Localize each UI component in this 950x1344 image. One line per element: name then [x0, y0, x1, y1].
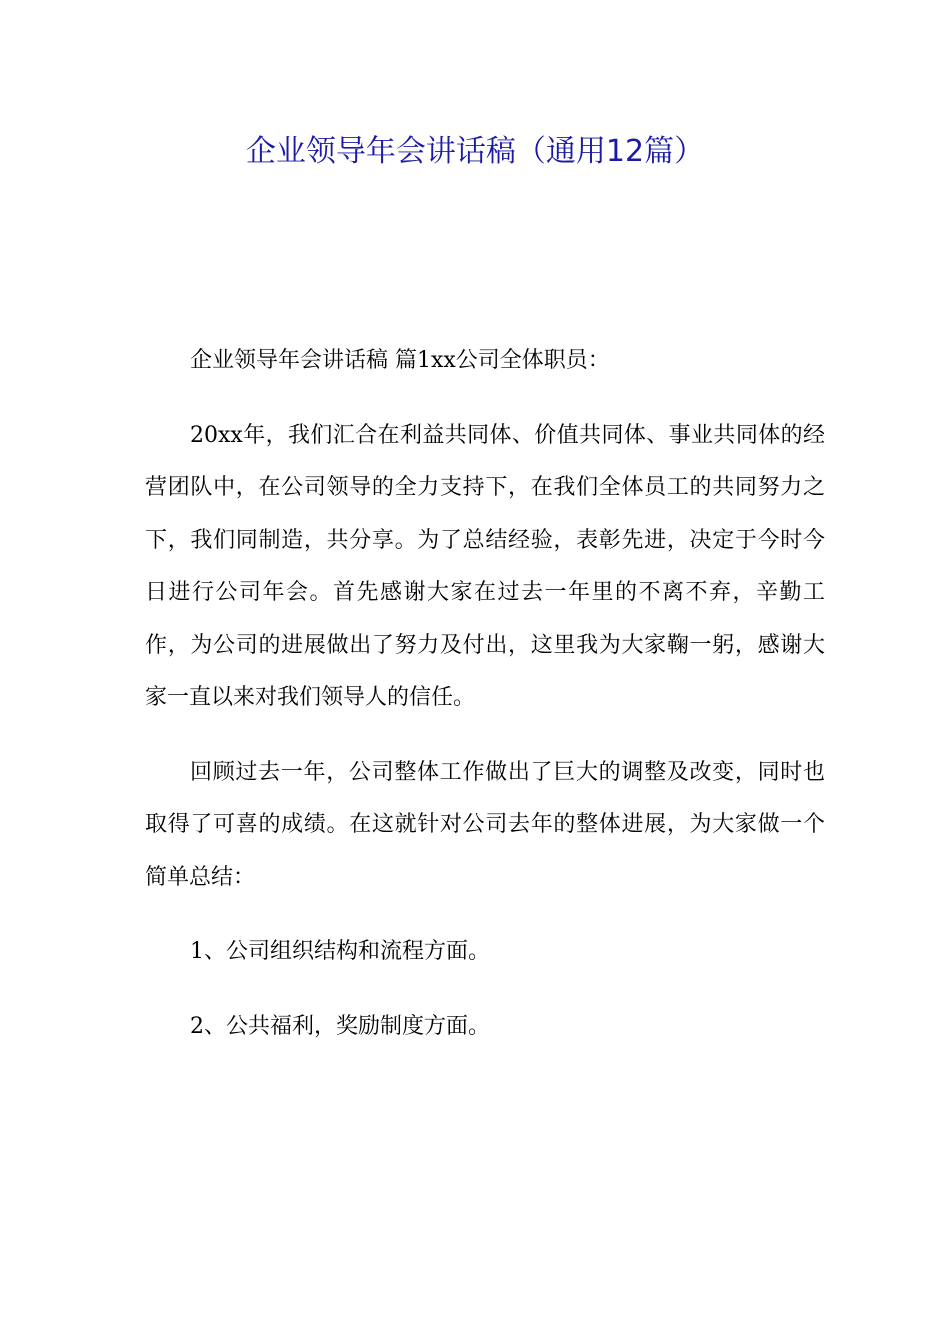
paragraph-heading: 企业领导年会讲话稿 篇1xx公司全体职员：	[190, 348, 610, 373]
list-item: 1、公司组织结构和流程方面。	[190, 939, 490, 964]
paragraph: 回顾过去一年，公司整体工作做出了巨大的调整及改变，同时也取得了可喜的成绩。在这就针对公司去年的整体进展，为大家做一个简单总结：	[145, 759, 825, 890]
document-body	[145, 335, 825, 1075]
list-item: 2、公共福利，奖励制度方面。	[190, 1013, 490, 1039]
paragraph: 20xx年，我们汇合在利益共同体、价值共同体、事业共同体的经营团队中，在公司领导的全力支持下，在我们全体员工的共同努力之下，我们同制造，共分享。为了总结经验，表彰先进，决定于今时今日进行公司年会。首先感谢大家在过去一年里的不离不弃，辛勤工作，为公司的进展做出了努力及付出，这里我为大家鞠一躬，感谢大家一直以来对我们领导人的信任。	[145, 422, 825, 710]
page-title: 企业领导年会讲话稿（通用12篇）	[245, 134, 705, 169]
